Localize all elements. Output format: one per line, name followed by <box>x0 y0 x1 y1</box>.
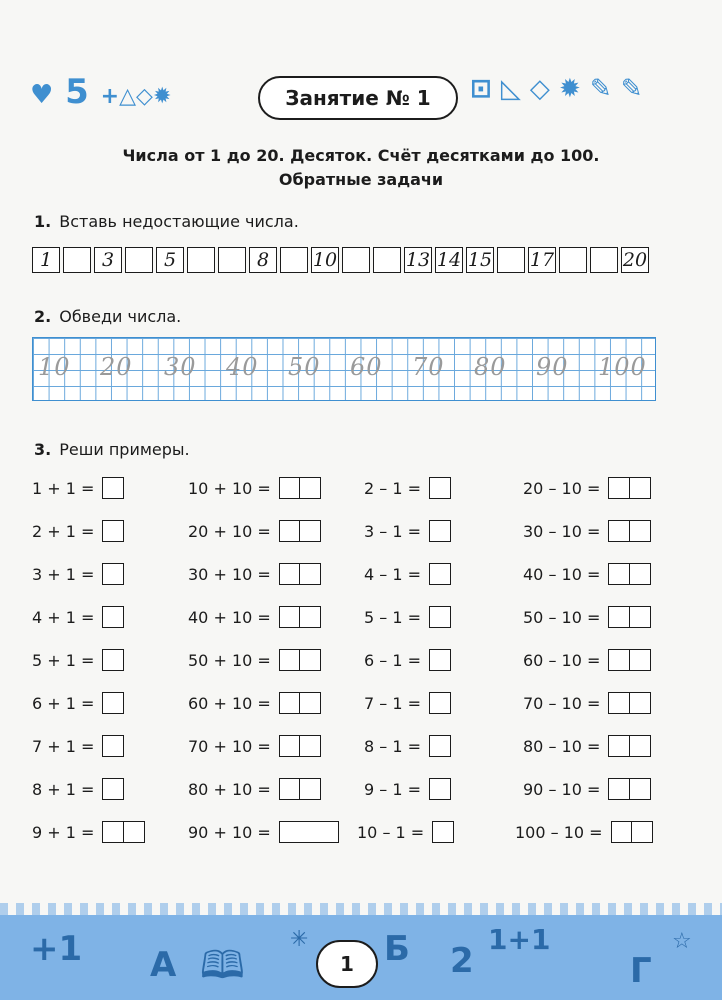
answer-box[interactable] <box>102 692 124 714</box>
number-cell[interactable]: 15 <box>467 249 493 271</box>
example <box>32 778 124 800</box>
example <box>32 735 124 757</box>
trace-number[interactable]: 20 <box>100 353 133 381</box>
example-text: 60 – 10 = <box>523 650 601 670</box>
example <box>364 520 451 542</box>
example-text: 5 – 1 = <box>364 607 422 627</box>
example-text: 8 + 1 = <box>32 779 95 799</box>
example-text: 1 + 1 = <box>32 478 95 498</box>
example-text: 20 – 10 = <box>523 478 601 498</box>
example-text: 100 – 10 = <box>515 822 603 842</box>
example <box>364 477 451 499</box>
trophy-icon: ♥ <box>30 80 54 110</box>
answer-box[interactable] <box>102 563 124 585</box>
page-number: 1 <box>340 952 354 976</box>
example <box>188 649 319 671</box>
footer-glyph: +1 <box>30 929 83 969</box>
task-3-number: 3. <box>34 440 52 459</box>
task-3-text: Реши примеры. <box>59 440 190 459</box>
example <box>364 735 451 757</box>
example-text: 60 + 10 = <box>188 693 271 713</box>
pen-icon: ✎ <box>620 74 643 104</box>
calendar-icon: ⊡ <box>470 74 492 104</box>
example-text: 70 – 10 = <box>523 693 601 713</box>
answer-box-two-digit[interactable] <box>608 778 648 800</box>
example-text: 30 – 10 = <box>523 521 601 541</box>
example <box>364 563 451 585</box>
example-text: 3 – 1 = <box>364 521 422 541</box>
example <box>364 606 451 628</box>
example-text: 50 – 10 = <box>523 607 601 627</box>
number-cell[interactable] <box>125 247 153 273</box>
example <box>523 563 649 585</box>
example <box>188 477 319 499</box>
example <box>523 778 649 800</box>
example <box>523 477 649 499</box>
example-text: 40 + 10 = <box>188 607 271 627</box>
answer-box[interactable] <box>102 778 124 800</box>
answer-box-two-digit[interactable] <box>608 606 648 628</box>
example-text: 4 + 1 = <box>32 607 95 627</box>
trace-number[interactable]: 80 <box>474 353 507 381</box>
answer-box[interactable] <box>102 735 124 757</box>
example-text: 80 – 10 = <box>523 736 601 756</box>
answer-box-two-digit[interactable] <box>279 520 319 542</box>
example-text: 9 – 1 = <box>364 779 422 799</box>
example-text: 8 – 1 = <box>364 736 422 756</box>
example-text: 6 – 1 = <box>364 650 422 670</box>
trace-number[interactable]: 70 <box>412 353 445 381</box>
answer-box[interactable] <box>429 692 451 714</box>
number-cell[interactable] <box>373 247 401 273</box>
star-icon: ☆ <box>672 929 692 954</box>
answer-box-two-digit[interactable] <box>279 778 319 800</box>
example <box>523 692 649 714</box>
example-text: 90 + 10 = <box>188 822 271 842</box>
example-text: 7 + 1 = <box>32 736 95 756</box>
lesson-title: Занятие № 1 <box>285 86 431 110</box>
answer-box-two-digit[interactable] <box>279 606 319 628</box>
example-text: 30 + 10 = <box>188 564 271 584</box>
example <box>523 606 649 628</box>
example <box>188 692 319 714</box>
answer-box[interactable] <box>429 606 451 628</box>
example <box>364 778 451 800</box>
example <box>523 649 649 671</box>
missing-numbers-row <box>32 247 652 273</box>
answer-box-two-digit[interactable] <box>608 477 648 499</box>
footer-glyph: Б <box>384 929 410 969</box>
number-cell[interactable] <box>280 247 308 273</box>
example <box>188 735 319 757</box>
diamond-icon: ◇ <box>529 74 550 104</box>
page-number-badge <box>316 940 378 988</box>
answer-box[interactable] <box>102 520 124 542</box>
example-text: 2 – 1 = <box>364 478 422 498</box>
example <box>32 649 124 671</box>
example-text: 50 + 10 = <box>188 650 271 670</box>
footer-glyph: 2 <box>450 941 474 981</box>
example <box>515 821 651 843</box>
task-3-instruction <box>34 440 190 459</box>
example-text: 2 + 1 = <box>32 521 95 541</box>
example <box>32 606 124 628</box>
example <box>357 821 454 843</box>
example-text: 90 – 10 = <box>523 779 601 799</box>
pencil-icon: ✎ <box>589 74 612 104</box>
example <box>188 520 319 542</box>
footer-glyph: A <box>150 945 177 985</box>
example <box>32 821 143 843</box>
header-deco-left <box>30 72 171 112</box>
answer-box[interactable] <box>429 563 451 585</box>
answer-box-two-digit[interactable] <box>279 563 319 585</box>
number-cell[interactable]: 1 <box>32 247 60 273</box>
example-text: 10 + 10 = <box>188 478 271 498</box>
answer-box-two-digit[interactable] <box>608 520 648 542</box>
number-cell[interactable]: 5 <box>156 247 184 273</box>
footer-glyph: Г <box>630 951 652 991</box>
answer-box-two-digit[interactable] <box>279 692 319 714</box>
example <box>188 606 319 628</box>
example-text: 20 + 10 = <box>188 521 271 541</box>
trace-number[interactable]: 100 <box>598 353 647 381</box>
example-text: 5 + 1 = <box>32 650 95 670</box>
star-icon: ✳ <box>290 927 309 952</box>
number-cell[interactable] <box>63 247 91 273</box>
answer-box[interactable] <box>429 477 451 499</box>
number-cell[interactable] <box>559 247 587 273</box>
answer-box[interactable] <box>432 821 454 843</box>
trace-number[interactable]: 90 <box>536 353 569 381</box>
example-text: 70 + 10 = <box>188 736 271 756</box>
answer-box[interactable] <box>429 735 451 757</box>
footer-glyph: 1+1 <box>488 923 551 956</box>
trace-number[interactable]: 30 <box>164 353 197 381</box>
task-1-instruction <box>34 212 299 231</box>
book-icon: 🕮 <box>200 943 245 987</box>
answer-box-two-digit[interactable] <box>608 563 648 585</box>
example <box>188 563 319 585</box>
ruler-icon: ◺ <box>500 74 521 104</box>
answer-box[interactable] <box>102 477 124 499</box>
example-text: 4 – 1 = <box>364 564 422 584</box>
answer-box-two-digit[interactable] <box>279 477 319 499</box>
example-text: 10 – 1 = <box>357 822 425 842</box>
number-cell[interactable] <box>342 247 370 273</box>
answer-box-two-digit[interactable] <box>608 735 648 757</box>
number-cell[interactable]: 14 <box>436 249 462 271</box>
example-text: 6 + 1 = <box>32 693 95 713</box>
answer-box[interactable] <box>429 649 451 671</box>
answer-box[interactable] <box>429 778 451 800</box>
answer-box[interactable] <box>102 606 124 628</box>
number-cell[interactable]: 20 <box>622 249 648 271</box>
number-cell[interactable] <box>218 247 246 273</box>
number-cell[interactable]: 13 <box>405 249 431 271</box>
task-2-instruction <box>34 307 181 326</box>
answer-box-three-digit[interactable] <box>279 821 339 843</box>
task-1-number: 1. <box>34 212 52 231</box>
number-cell[interactable] <box>497 247 525 273</box>
example <box>188 821 339 843</box>
number-cell[interactable]: 17 <box>529 249 555 271</box>
example <box>364 692 451 714</box>
number-cell[interactable]: 10 <box>312 249 338 271</box>
example <box>32 520 124 542</box>
shapes-icon: +△◇✹ <box>100 84 172 109</box>
answer-box-two-digit[interactable] <box>608 649 648 671</box>
example <box>523 735 649 757</box>
example-text: 3 + 1 = <box>32 564 95 584</box>
trace-number[interactable]: 50 <box>288 353 321 381</box>
example-text: 80 + 10 = <box>188 779 271 799</box>
answer-box-two-digit[interactable] <box>102 821 142 843</box>
trace-number[interactable]: 10 <box>38 353 71 381</box>
header-deco-number: 5 <box>65 72 89 112</box>
example <box>364 649 451 671</box>
answer-box[interactable] <box>102 649 124 671</box>
topic-title-line2: Обратные задачи <box>278 170 444 189</box>
header-deco-right <box>470 74 643 104</box>
answer-box[interactable] <box>429 520 451 542</box>
example <box>32 477 124 499</box>
number-cell[interactable]: 8 <box>249 247 277 273</box>
number-cell[interactable]: 3 <box>94 247 122 273</box>
example-text: 7 – 1 = <box>364 693 422 713</box>
example-text: 40 – 10 = <box>523 564 601 584</box>
number-cell[interactable] <box>590 247 618 273</box>
gear-icon: ✹ <box>558 74 581 104</box>
task-1-text: Вставь недостающие числа. <box>59 212 299 231</box>
example <box>32 563 124 585</box>
example <box>188 778 319 800</box>
answer-box-two-digit[interactable] <box>279 735 319 757</box>
example <box>523 520 649 542</box>
example-text: 9 + 1 = <box>32 822 95 842</box>
answer-box-two-digit[interactable] <box>279 649 319 671</box>
example <box>32 692 124 714</box>
lesson-title-badge <box>258 76 458 120</box>
task-2-text: Обведи числа. <box>59 307 182 326</box>
trace-number[interactable]: 40 <box>226 353 259 381</box>
answer-box-two-digit[interactable] <box>608 692 648 714</box>
number-cell[interactable] <box>187 247 215 273</box>
trace-number[interactable]: 60 <box>350 353 383 381</box>
answer-box-two-digit[interactable] <box>611 821 651 843</box>
task-2-number: 2. <box>34 307 52 326</box>
topic-title-line1: Числа от 1 до 20. Десяток. Счёт десятками до 100. <box>122 146 600 165</box>
